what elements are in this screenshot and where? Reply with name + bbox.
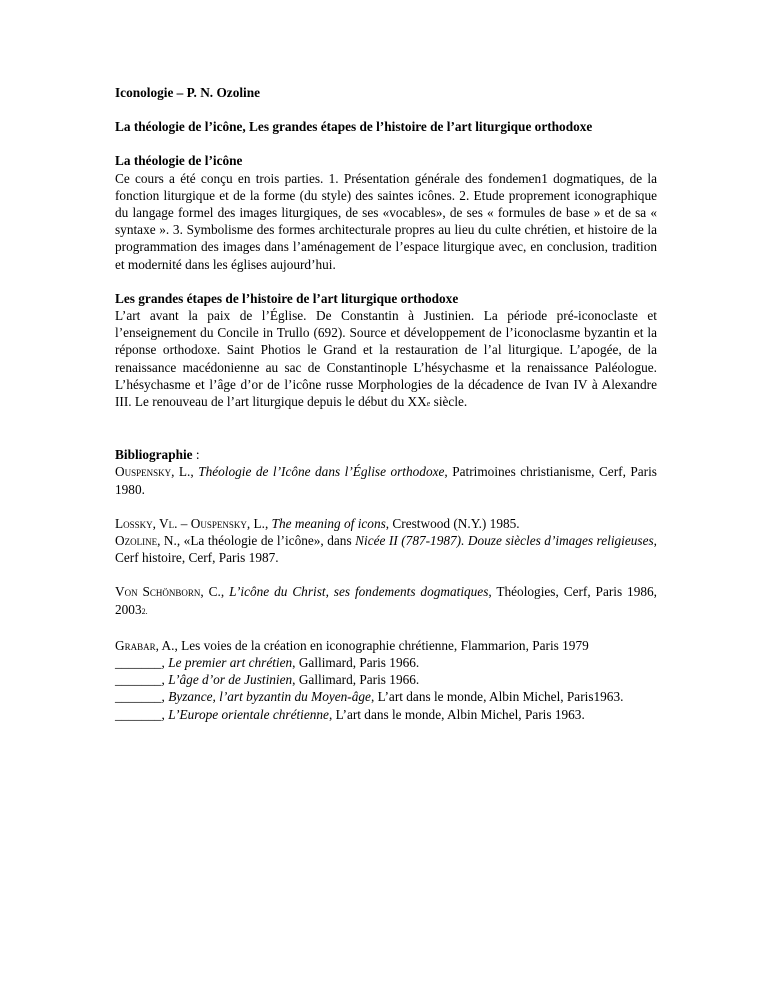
entry-rest: , Gallimard, Paris 1966. — [292, 672, 420, 688]
bibliography-entry — [115, 532, 657, 566]
bibliography-title: Bibliographie — [115, 447, 193, 463]
entry-author: Grabar, A. — [115, 637, 175, 653]
entry-title: L’Europe orientale chrétienne — [168, 706, 329, 722]
section-histoire — [115, 290, 657, 412]
entry-title: L’icône du Christ, ses fondements dogmatiques — [229, 584, 489, 600]
entry-rest: , Les voies de la création en iconographie chrétienne, Flammarion, Paris 1979 — [174, 637, 589, 653]
entry-author: Ozoline, N. — [115, 533, 177, 549]
section-body — [115, 307, 657, 412]
entry-title: Nicée II (787-1987). Douze siècles d’images religieuses — [355, 533, 654, 549]
entry-author: Von Schönborn, C. — [115, 584, 221, 600]
section-heading: La théologie de l’icône — [115, 153, 243, 169]
entry-author: Ouspensky, L. — [115, 464, 191, 480]
section-body-end: siècle. — [430, 394, 468, 410]
entry-author: Lossky, Vl. – Ouspensky, L. — [115, 515, 265, 531]
entry-author: _______ — [115, 655, 162, 671]
document-title: Iconologie – P. N. Ozoline — [115, 85, 261, 100]
entry-rest: , L’art dans le monde, Albin Michel, Paris 1963. — [328, 706, 585, 722]
entry-pre: , «La théologie de l’icône», dans — [176, 533, 356, 549]
entry-rest: , Crestwood (N.Y.) 1985. — [385, 515, 520, 531]
entry-rest: , L’art dans le monde, Albin Michel, Paris1963. — [370, 689, 624, 705]
bibliography — [115, 446, 657, 723]
entry-author: _______ — [115, 706, 162, 722]
section-body-text: L’art avant la paix de l’Église. De Constantin à Justinien. La période pré-iconoclaste et l’enseignement du Concile in Trullo (692). Source et développement de l’iconoclasme byzantin et la réponse orthodoxe. Saint Photios le Grand et la restauration de l’al liturgique. L’apogée, de la renaissance macédonienne au sac de Constantinople L’hésychasme et la renaissance Paléologue. L’hésychasme et l’âge d’or de l’icône russe Morphologies de la décadence de Ivan IV à Alexandre III. Le renouveau de l’art liturgique depuis le début du XX — [115, 308, 657, 410]
bibliography-entry: Lossky, Vl. – Ouspensky, L., The meaning of icons, Crestwood (N.Y.) 1985. — [115, 515, 520, 531]
entry-title: Le premier art chrétien — [168, 655, 293, 671]
document-page — [115, 84, 657, 723]
section-theologie — [115, 152, 657, 272]
entry-rest: , Patrimoines christianisme, Cerf, Paris 1980. — [115, 464, 657, 497]
bibliography-entry: Ouspensky, L., Théologie de l’Icône dans l’Église orthodoxe, Patrimoines christianisme, Cerf, Paris 1980. — [115, 464, 657, 497]
document-subtitle: La théologie de l’icône, Les grandes étapes de l’histoire de l’art liturgique orthodoxe — [115, 119, 593, 135]
bibliography-entry: Von Schönborn, C., L’icône du Christ, ses fondements dogmatiques, Théologies, Cerf, Paris 1986, 20032. — [115, 584, 657, 617]
entry-rest: , Théologies, Cerf, Paris 1986, 2003 — [115, 584, 657, 617]
bibliography-entry: _______, L’âge d’or de Justinien, Gallimard, Paris 1966. — [115, 672, 420, 688]
entry-author: _______ — [115, 672, 162, 688]
bibliography-heading — [115, 446, 657, 463]
bibliography-entry — [115, 637, 657, 654]
bibliography-entry: _______, L’Europe orientale chrétienne, L’art dans le monde, Albin Michel, Paris 1963. — [115, 706, 585, 722]
entry-title: L’âge d’or de Justinien — [168, 672, 293, 688]
entry-title: Théologie de l’Icône dans l’Église orthodoxe — [198, 464, 445, 480]
entry-rest: , Gallimard, Paris 1966. — [292, 655, 420, 671]
entry-title: Byzance, l’art byzantin du Moyen-âge — [168, 689, 371, 705]
century-superscript: e — [426, 399, 431, 409]
section-heading: Les grandes étapes de l’histoire de l’art liturgique orthodoxe — [115, 290, 459, 306]
bibliography-colon: : — [192, 447, 200, 463]
entry-title: The meaning of icons — [271, 515, 386, 531]
bibliography-entry: _______, Le premier art chrétien, Gallimard, Paris 1966. — [115, 655, 420, 671]
edition-subscript: 2. — [141, 606, 148, 616]
entry-rest: , Cerf histoire, Cerf, Paris 1987. — [115, 533, 657, 566]
section-body: Ce cours a été conçu en trois parties. 1. Présentation générale des fondemen1 dogmatiques, de la fonction liturgique et de la forme (du style) des saintes icônes. 2. Etude proprement iconographique du langage formel des images liturgiques, de ses «vocables», de ses « formules de base » et de sa « syntaxe ». 3. Symbolisme des formes architecturale propres au lieu du culte chrétien, et histoire de la programmation des images dans l’aménagement de l’espace liturgique avec, en conclusion, tradition et modernité dans les églises aujourd’hui. — [115, 170, 657, 272]
bibliography-entry: _______, Byzance, l’art byzantin du Moyen-âge, L’art dans le monde, Albin Michel, Paris1963. — [115, 689, 624, 705]
entry-author: _______ — [115, 689, 162, 705]
